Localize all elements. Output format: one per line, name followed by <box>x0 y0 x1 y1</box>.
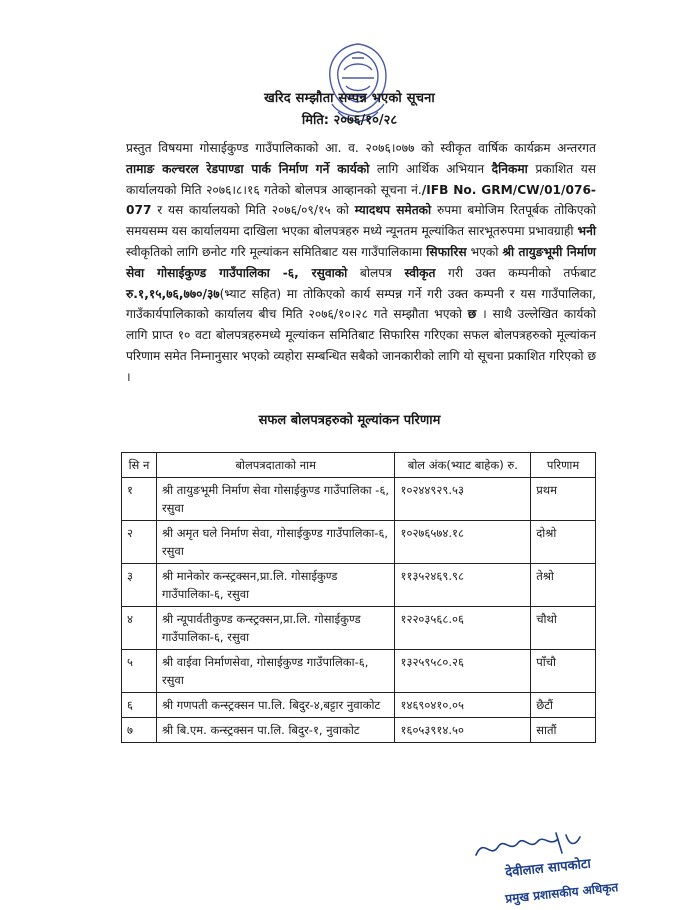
table-row <box>122 521 596 564</box>
table-row <box>122 607 596 650</box>
row-result: पाँचौ <box>531 650 596 693</box>
table-row <box>122 478 596 521</box>
table-row <box>122 650 596 693</box>
row-sn: ५ <box>122 650 157 693</box>
results-title: सफल बोलपत्रहरुको मूल्यांकन परिणाम <box>258 413 441 428</box>
contract-amount: रु.१,१५,७६,७७०/३७ <box>126 286 220 301</box>
notice-date: मिति: २०७६/१०/२८ <box>301 113 398 128</box>
row-bid-amount: १२२०३५६८.०६ <box>395 607 531 650</box>
deadline-extension: म्यादथप समेतको <box>354 203 432 218</box>
row-bid-amount: १६०५३९१४.५० <box>395 718 531 743</box>
row-bidder-name: श्री मानेकोर कन्स्ट्रक्सन,प्रा.लि. गोसाईकुण्ड गाउँपालिका-६, रसुवा <box>156 564 395 607</box>
row-bidder-name: श्री बि.एम. कन्स्ट्रक्सन पा.लि. बिदुर-१, नुवाकोट <box>156 718 395 743</box>
row-bidder-name: श्री अमृत घले निर्माण सेवा, गोसाईकुण्ड गाउँपालिका-६, रसुवा <box>156 521 395 564</box>
table-row <box>122 693 596 718</box>
body-text-segment: । साथै उल्लेखित कार्यको लागि प्राप्त १० वटा बोलपत्रहरुमध्ये मूल्यांकन समितिबाट सिफारिस गरिएका सफल बोलपत्रहरुको मूल्यांकन परिणाम समेत निम्नानुसार भएको व्यहोरा सम्बन्धित सबैको जानकारीको लागि यो सूचना प्रकाशित गरिएको छ । <box>126 307 596 384</box>
row-result: तेश्रो <box>531 564 596 607</box>
row-sn: ३ <box>122 564 157 607</box>
row-sn: ६ <box>122 693 157 718</box>
notice-body <box>126 138 596 388</box>
table-row <box>122 564 596 607</box>
row-bidder-name: श्री तायुङभूमी निर्माण सेवा गोसाईकुण्ड गाउँपालिका -६, रसुवा <box>156 478 395 521</box>
body-text-segment: र यस कार्यालयको मिति २०७६/०९/१५ को <box>151 203 355 218</box>
newspaper-name: दैनिकमा <box>491 161 528 176</box>
table-row <box>122 718 596 743</box>
header-result: परिणाम <box>531 453 596 478</box>
row-result: छैटौं <box>531 693 596 718</box>
body-text-segment: स्वीकृतिको लागि छनोट गरि मूल्यांकन समितिबाट यस गाउँपालिकामा <box>126 244 427 259</box>
body-text-segment: बोलपत्र <box>347 265 405 280</box>
row-bid-amount: १०२४४९२९.५३ <box>395 478 531 521</box>
row-bidder-name: श्री गणपती कन्स्ट्रक्सन पा.लि. बिदुर-४,बट्टार नुवाकोट <box>156 693 395 718</box>
body-text-segment: गरी उक्त कम्पनीको तर्फबाट <box>435 265 596 280</box>
row-bid-amount: ११३५२४६९.९८ <box>395 564 531 607</box>
body-text-segment: लागि आर्थिक अभियान <box>369 161 492 176</box>
row-sn: ७ <box>122 718 157 743</box>
body-bold-segment: भनी <box>577 224 596 239</box>
header-bidder-name: बोलपत्रदाताको नाम <box>156 453 395 478</box>
row-result: सातौं <box>531 718 596 743</box>
row-result: प्रथम <box>531 478 596 521</box>
header-sn: सि न <box>122 453 157 478</box>
body-text-segment: रुपमा बमोजिम रितपूर्बक तोकिएको समयसम्म यस कार्यालयमा दाखिला भएका बोलपत्रहरु मध्ये न्यूनतम मूल्यांकित सारभूतरुपमा प्रभावग्राही <box>126 203 597 239</box>
row-bid-amount: १४६९०४१०.०५ <box>395 693 531 718</box>
body-text-segment: (भ्याट सहित) मा तोकिएको कार्य सम्पन्न गर्ने गरी उक्त कम्पनी र यस गाउँपालिका, गाउँकार्यपालिकाको कार्यालय बीच मिति २०७६/१०।२८ गते सम्झौता भएको <box>126 286 596 322</box>
row-bidder-name: श्री वाईवा निर्माणसेवा, गोसाईकुण्ड गाउँपालिका-६, रसुवा <box>156 650 395 693</box>
winning-bidder: श्री तायुङभूमी निर्माण सेवा गोसाईकुण्ड गाउँपालिका -६, रसुवाको <box>126 244 596 280</box>
ifb-number: /IFB No. GRM/CW/01/076-077 <box>126 182 596 218</box>
body-text-segment: प्रस्तुत विषयमा गोसाईकुण्ड गाउँपालिकाको आ. व. २०७६।०७७ को स्वीकृत वार्षिक कार्यक्रम अन्तरगत <box>126 141 596 155</box>
results-table <box>121 452 596 743</box>
body-text-segment: प्रकाशित यस कार्यालयको मिति २०७६।८।१६ गतेको बोलपत्र आव्हानको सूचना नं. <box>126 161 596 197</box>
notice-title: खरिद सम्झौता सम्पन्न भएको सूचना <box>264 91 435 106</box>
signatory-name: देवीलाल सापकोटा <box>504 856 592 881</box>
body-bold-segment: स्वीकृत <box>404 265 436 280</box>
table-header-row <box>122 453 596 478</box>
row-result: चौथो <box>531 607 596 650</box>
row-bid-amount: १०२७६५७४.१८ <box>395 521 531 564</box>
body-bold-segment: सिफारिस <box>426 244 467 259</box>
row-sn: २ <box>122 521 157 564</box>
row-sn: ४ <box>122 607 157 650</box>
row-bidder-name: श्री न्यूपार्वतीकुण्ड कन्स्ट्रक्सन,प्रा.लि. गोसाईकुण्ड गाउँपालिका-६, रसुवा <box>156 607 395 650</box>
row-bid-amount: १३२५९५८०.२६ <box>395 650 531 693</box>
row-sn: १ <box>122 478 157 521</box>
body-bold-segment: छ <box>467 307 477 322</box>
body-text-segment: भएको <box>466 244 503 259</box>
row-result: दोश्रो <box>531 521 596 564</box>
header-bid-amount: बोल अंक(भ्याट बाहेक) रु. <box>395 453 531 478</box>
project-name: तामाङ कल्चरल रेडपाण्डा पार्क निर्माण गर्ने कार्यको <box>126 161 370 176</box>
signatory-designation: प्रमुख प्रशासकीय अधिकृत <box>504 880 619 906</box>
